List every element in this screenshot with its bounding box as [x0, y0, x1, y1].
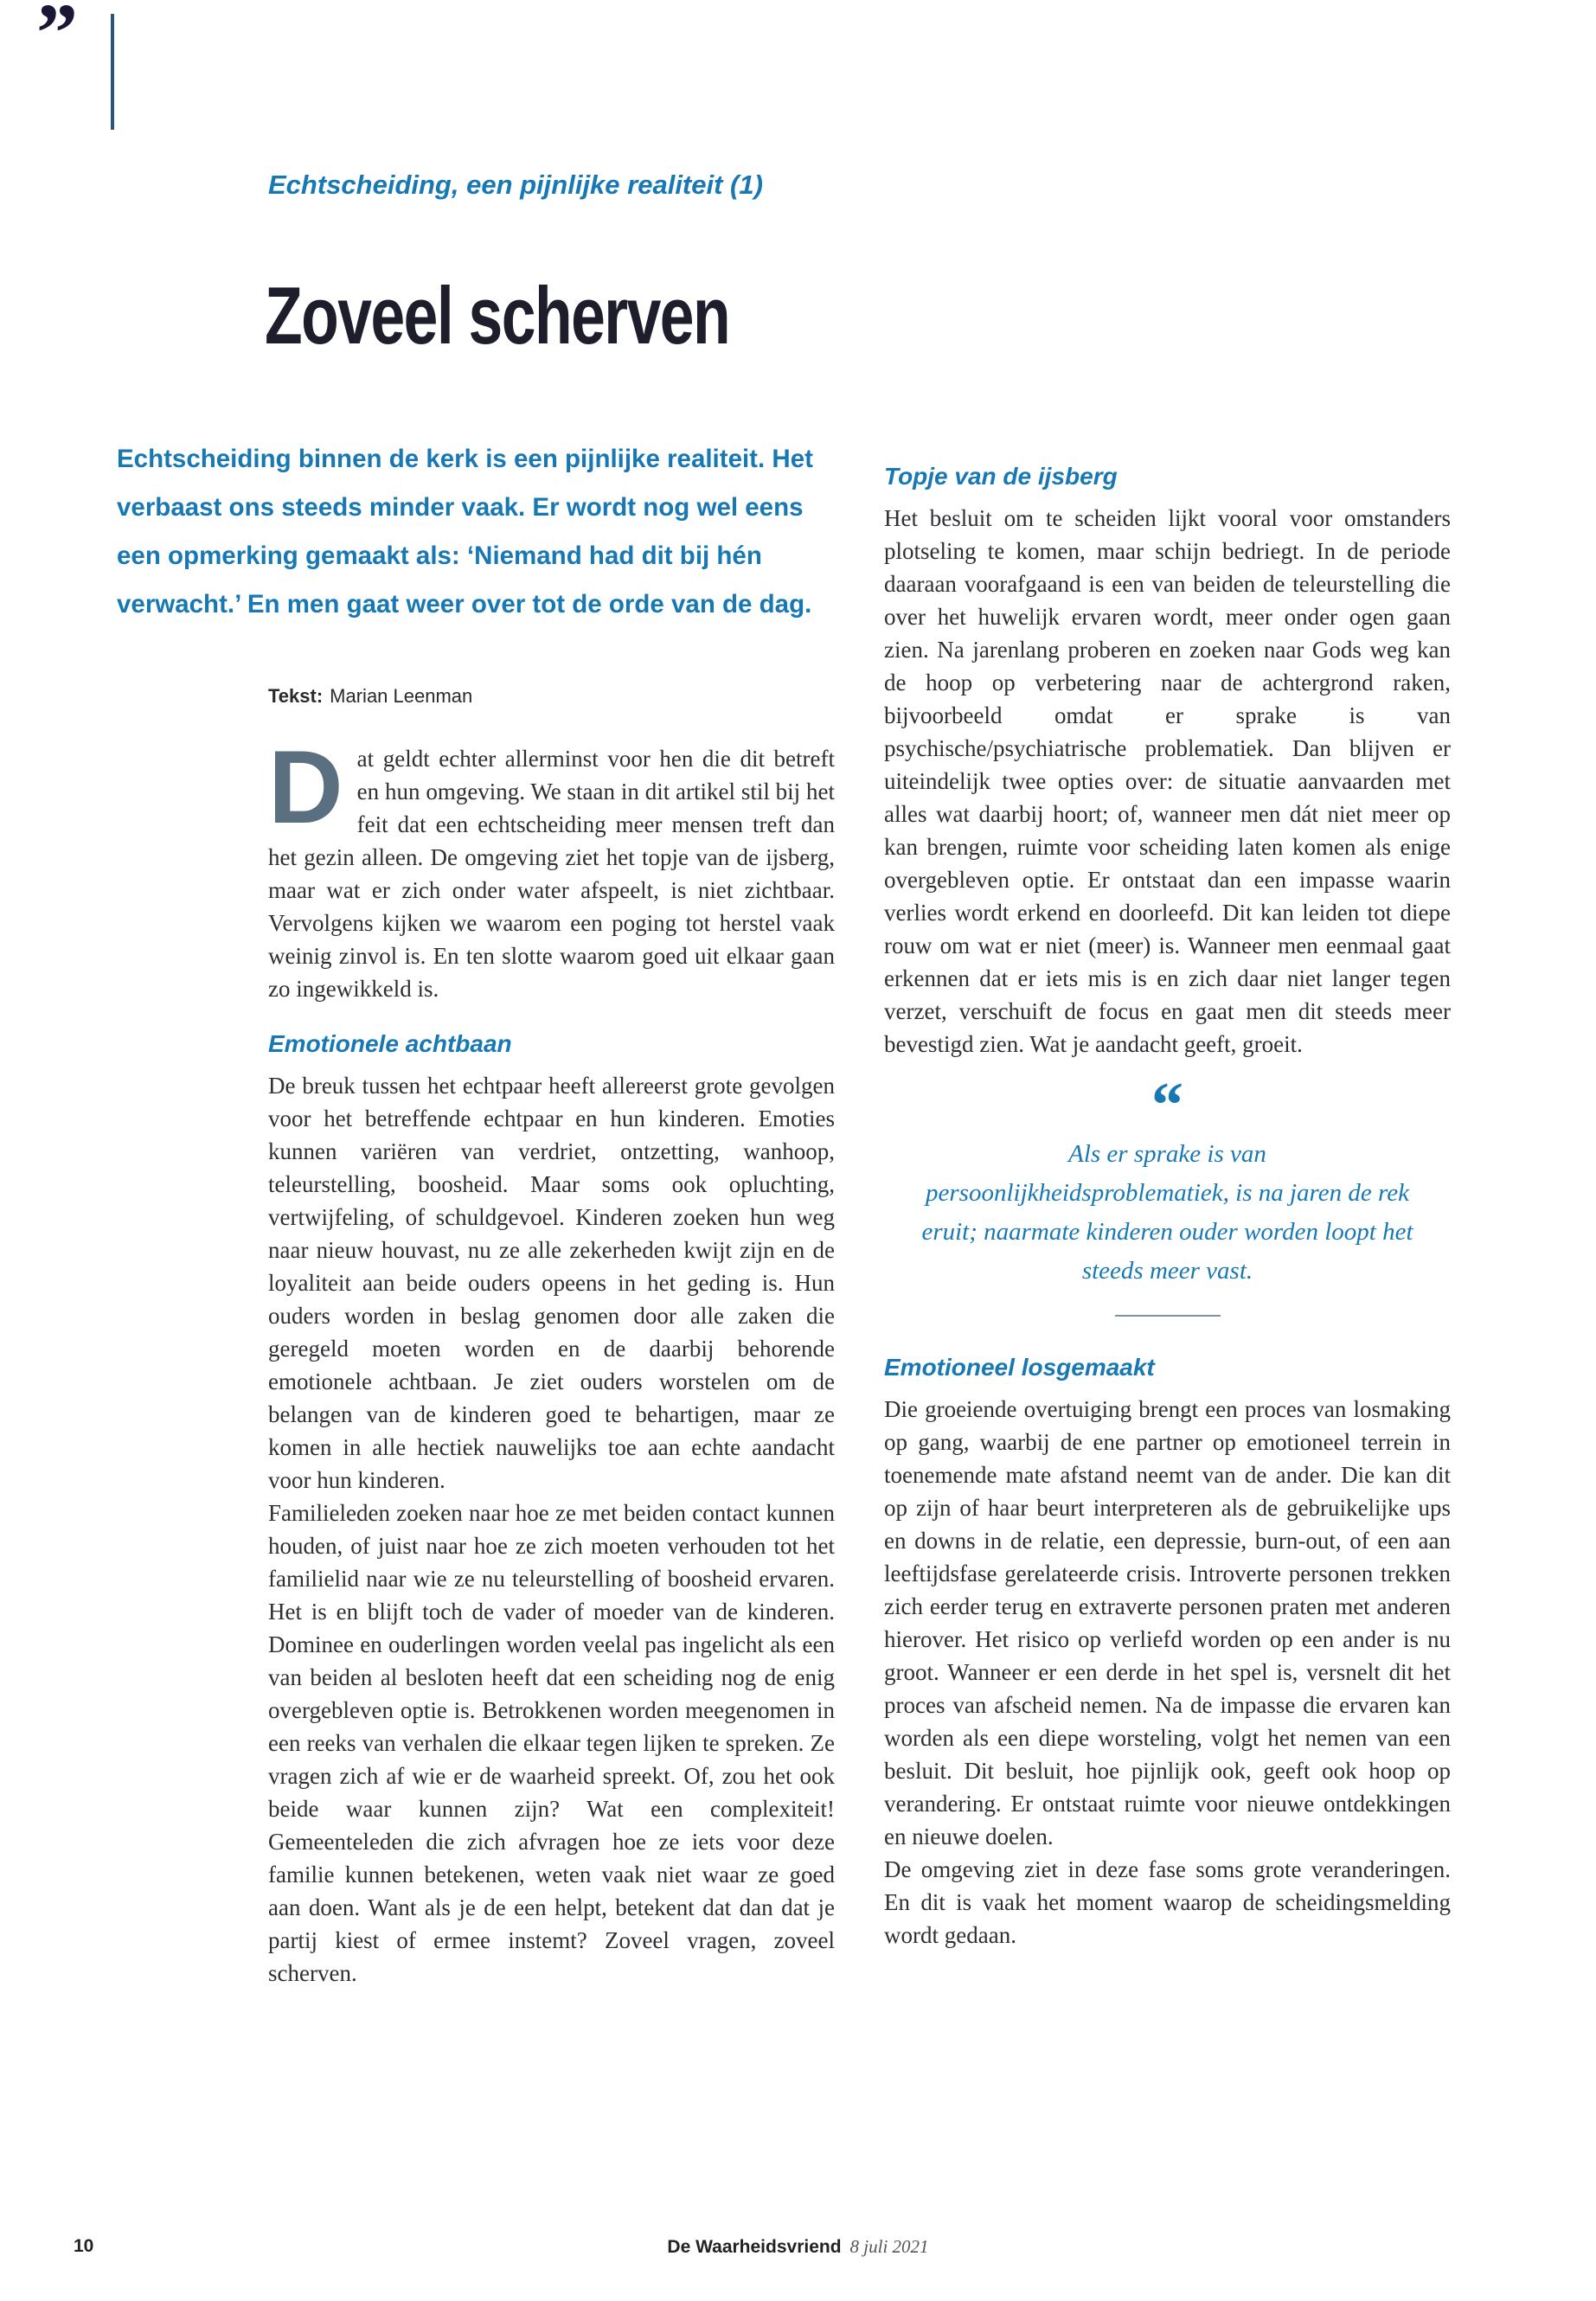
byline — [268, 685, 472, 708]
pullquote-divider — [1115, 1315, 1221, 1317]
article-intro: Echtscheiding binnen de kerk is een pijnlijke realiteit. Het verbaast ons steeds minder vaak. Er wordt nog wel eens een opmerking gemaakt als: ‘Niemand had dit bij hén verwacht.’ En men gaat weer over tot de orde van de dag. — [117, 445, 813, 619]
column-left — [268, 729, 835, 1990]
pullquote-quote-icon: “ — [1151, 1070, 1183, 1141]
pullquote — [884, 1070, 1451, 1317]
subhead-emotioneel-losgemaakt: Emotioneel losgemaakt — [884, 1354, 1155, 1381]
opening-paragraph — [268, 729, 835, 1005]
byline-author: Marian Leenman — [330, 685, 473, 707]
opening-text: at geldt echter allerminst voor hen die dit betreft en hun omgeving. We staan in dit artikel stil bij het feit dat een echtscheiding meer mensen treft dan het gezin alleen. De omgeving ziet het topje van de ijsberg, maar wat er zich onder water afspeelt, is niet zichtbaar. Vervolgens kijken we waarom een poging tot herstel vaak weinig zinvol is. En ten slotte waarom goed uit elkaar gaan zo ingewikkeld is. — [268, 746, 835, 1002]
body-paragraph: Familieleden zoeken naar hoe ze met beiden contact kunnen houden, of juist naar hoe ze zich moeten verhouden tot het familielid naar wie ze nu teleurstelling of boosheid ervaren. Het is en blijft toch de vader of moeder van de kinderen. Dominee en ouderlingen worden veelal pas ingelicht als een van beiden al besloten heeft dat een scheiding nog de enig overgebleven optie is. Betrokkenen worden meegenomen in een reeks van verhalen die elkaar tegen lijken te spreken. Ze vragen zich af wie er de waarheid spreekt. Of, zou het ook beide waar kunnen zijn? Wat een complexiteit! Gemeenteleden die zich afvragen hoe ze iets voor deze familie kunnen betekenen, weten vaak niet waar ze goed aan doen. Want als je de een helpt, betekent dat dan dat je partij kiest of ermee instemt? Zoveel vragen, zoveel scherven. — [268, 1500, 835, 1986]
pullquote-text: Als er sprake is van persoonlijkheidsproblematiek, is na jaren de rek eruit; naarmate kinderen ouder worden loopt het steeds meer vast. — [921, 1140, 1413, 1285]
subhead-topje-van-de-ijsberg: Topje van de ijsberg — [884, 463, 1118, 490]
footer-center — [0, 2236, 1596, 2258]
article-kicker: Echtscheiding, een pijnlijke realiteit (1) — [268, 170, 763, 200]
body-paragraph: Het besluit om te scheiden lijkt vooral voor omstanders plotseling te komen, maar schijn bedriegt. In de periode daaraan voorafgaand is een van beiden de teleurstelling die over het huwelijk ervaren wordt, meer onder ogen gaan zien. Na jarenlang proberen en zoeken naar Gods weg kan de hoop op verbetering naar de achtergrond raken, bijvoorbeeld omdat er sprake is van psychische/psychiatrische problematiek. Dan blijven er uiteindelijk twee opties over: de situatie aanvaarden met alles wat daarbij hoort; of, wanneer men dát niet meer op kan brengen, ruimte voor scheiding laten komen als enige overgebleven optie. Er ontstaat dan een impasse waarin verlies wordt erkend en doorleefd. Dit kan leiden tot diepe rouw om wat er niet (meer) is. Wanneer men eenmaal gaat erkennen dat er iets mis is en zich daar niet langer tegen verzet, verschuift de focus en gaat men dit steeds meer bevestigd zien. Wat je aandacht geeft, groeit. — [884, 505, 1451, 1057]
body-paragraph: De breuk tussen het echtpaar heeft allereerst grote gevolgen voor het betreffende echtpaar en hun kinderen. Emoties kunnen variëren van verdriet, ontzetting, wanhoop, teleurstelling, boosheid. Maar soms ook opluchting, vertwijfeling, of schuldgevoel. Kinderen zoeken hun weg naar nieuw houvast, nu ze alle zekerheden kwijt zijn en de loyaliteit aan beide ouders opeens in het geding is. Hun ouders worden in beslag genomen door alle zaken die geregeld moeten worden en de daarbij behorende emotionele achtbaan. Je ziet ouders worstelen om de belangen van de kinderen goed te behartigen, maar ze komen in alle hectiek nauwelijks toe aan echte aandacht voor hun kinderen. — [268, 1073, 835, 1493]
dropcap: D — [268, 729, 343, 845]
footer-date: 8 juli 2021 — [849, 2236, 929, 2257]
page-number: 10 — [74, 2236, 94, 2256]
corner-quote-icon: ” — [36, 0, 78, 79]
article-title: Zoveel scherven — [265, 269, 730, 361]
page-footer — [0, 2236, 1596, 2262]
subhead-emotionele-achtbaan: Emotionele achtbaan — [268, 1030, 512, 1057]
footer-brand: De Waarheidsvriend — [667, 2237, 842, 2257]
body-paragraph: De omgeving ziet in deze fase soms grote veranderingen. En dit is vaak het moment waarop de scheidingsmelding wordt gedaan. — [884, 1856, 1451, 1948]
corner-divider — [111, 14, 114, 130]
byline-label: Tekst: — [268, 685, 324, 707]
column-right — [884, 460, 1451, 1952]
body-paragraph: Die groeiende overtuiging brengt een proces van losmaking op gang, waarbij de ene partner op emotioneel terrein in toenemende mate afstand neemt van de ander. Die kan dit op zijn of haar beurt interpreteren als de gebruikelijke ups en downs in de relatie, een depressie, burn-out, of een aan leeftijdsfase gerelateerde crisis. Introverte personen trekken zich eerder terug en extraverte personen praten met anderen hierover. Het risico op verliefd worden op een ander is nu groot. Wanneer er een derde in het spel is, versnelt dit het proces van afscheid nemen. Na de impasse die ervaren kan worden als een diepe worsteling, volgt het nemen van een besluit. Dit besluit, hoe pijnlijk ook, geeft ook hoop op verandering. Er ontstaat ruimte voor nieuwe ontdekkingen en nieuwe doelen. — [884, 1396, 1451, 1849]
